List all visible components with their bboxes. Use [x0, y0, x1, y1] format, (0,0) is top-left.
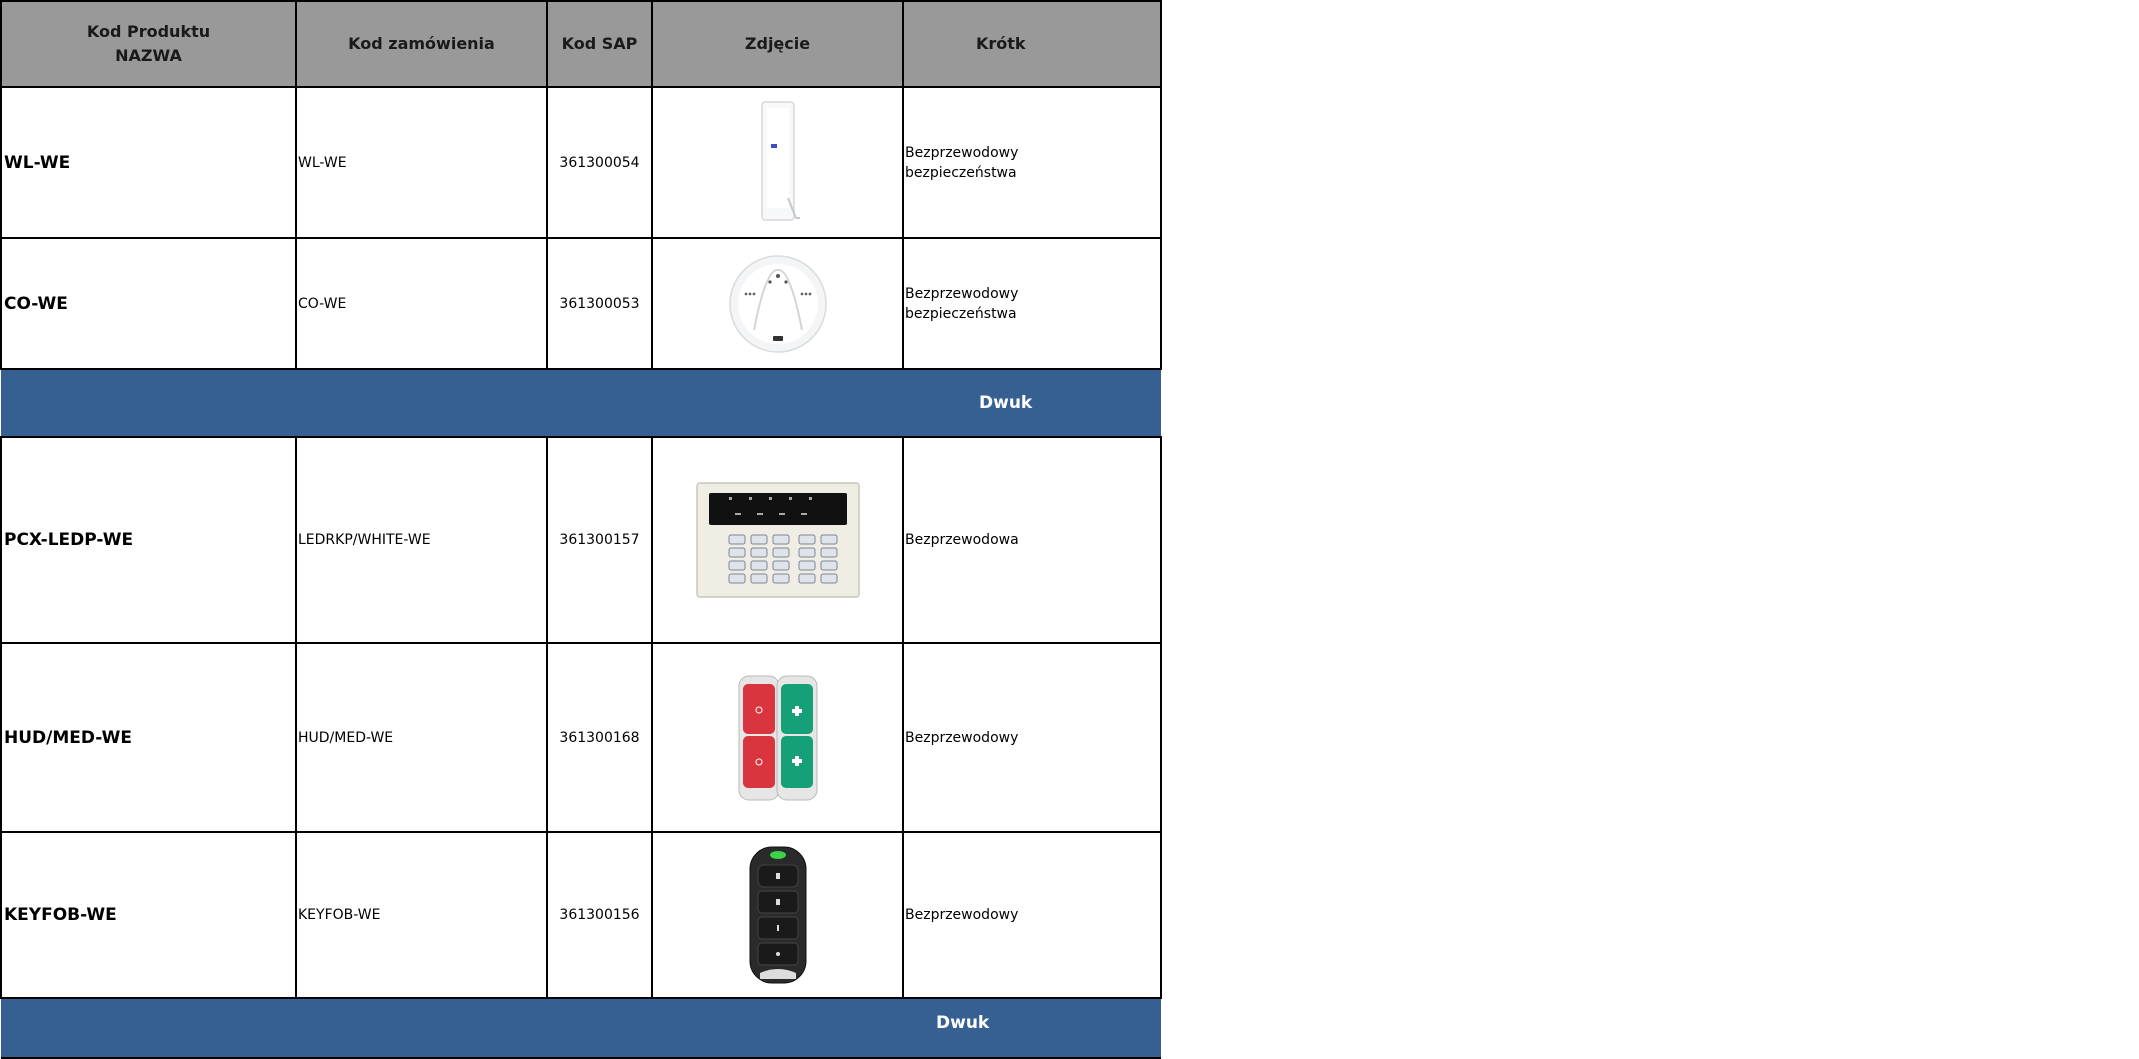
order-code: CO-WE [296, 238, 547, 369]
order-code: HUD/MED-WE [296, 643, 547, 832]
section-band [1, 369, 1161, 437]
sap-code: 361300157 [547, 437, 652, 643]
product-photo [652, 87, 903, 238]
header-product-code: Kod Produktu NAZWA [1, 1, 296, 87]
section-title: Dwuk [936, 1013, 990, 1033]
table-row [1, 437, 1161, 643]
sap-code: 361300156 [547, 832, 652, 998]
header-sap-code: Kod SAP [547, 1, 652, 87]
table-row [1, 87, 1161, 238]
sap-code: 361300168 [547, 643, 652, 832]
table-row [1, 832, 1161, 998]
section-title: Dwuk [979, 393, 1033, 413]
keypad-icon [695, 481, 861, 599]
product-name: KEYFOB-WE [1, 832, 296, 998]
product-photo [652, 238, 903, 369]
header-photo: Zdjęcie [652, 1, 903, 87]
keyfob-icon [746, 845, 810, 985]
co-detector-icon [726, 252, 830, 356]
product-name: CO-WE [1, 238, 296, 369]
product-photo [652, 643, 903, 832]
product-name: WL-WE [1, 87, 296, 238]
product-photo [652, 437, 903, 643]
header-order-code: Kod zamówienia [296, 1, 547, 87]
short-description: Bezprzewodowy bezpieczeństwa [903, 87, 1161, 238]
spreadsheet [0, 0, 1033, 1033]
product-name: PCX-LEDP-WE [1, 437, 296, 643]
short-description: Bezprzewodowy bezpieczeństwa [903, 238, 1161, 369]
panic-medical-pendant-icon [735, 672, 821, 804]
short-description: Bezprzewodowa [903, 437, 1161, 643]
water-leak-detector-icon [748, 98, 808, 228]
short-description: Bezprzewodowy [903, 643, 1161, 832]
short-description: Bezprzewodowy [903, 832, 1161, 998]
table-row [1, 643, 1161, 832]
order-code: WL-WE [296, 87, 547, 238]
product-name: HUD/MED-WE [1, 643, 296, 832]
product-photo [652, 832, 903, 998]
table-row [1, 238, 1161, 369]
section-band [1, 998, 1161, 1058]
order-code: KEYFOB-WE [296, 832, 547, 998]
header-short-desc: Krótk [903, 1, 1161, 87]
sap-code: 361300054 [547, 87, 652, 238]
sap-code: 361300053 [547, 238, 652, 369]
order-code: LEDRKP/WHITE-WE [296, 437, 547, 643]
header-row [1, 1, 1161, 87]
